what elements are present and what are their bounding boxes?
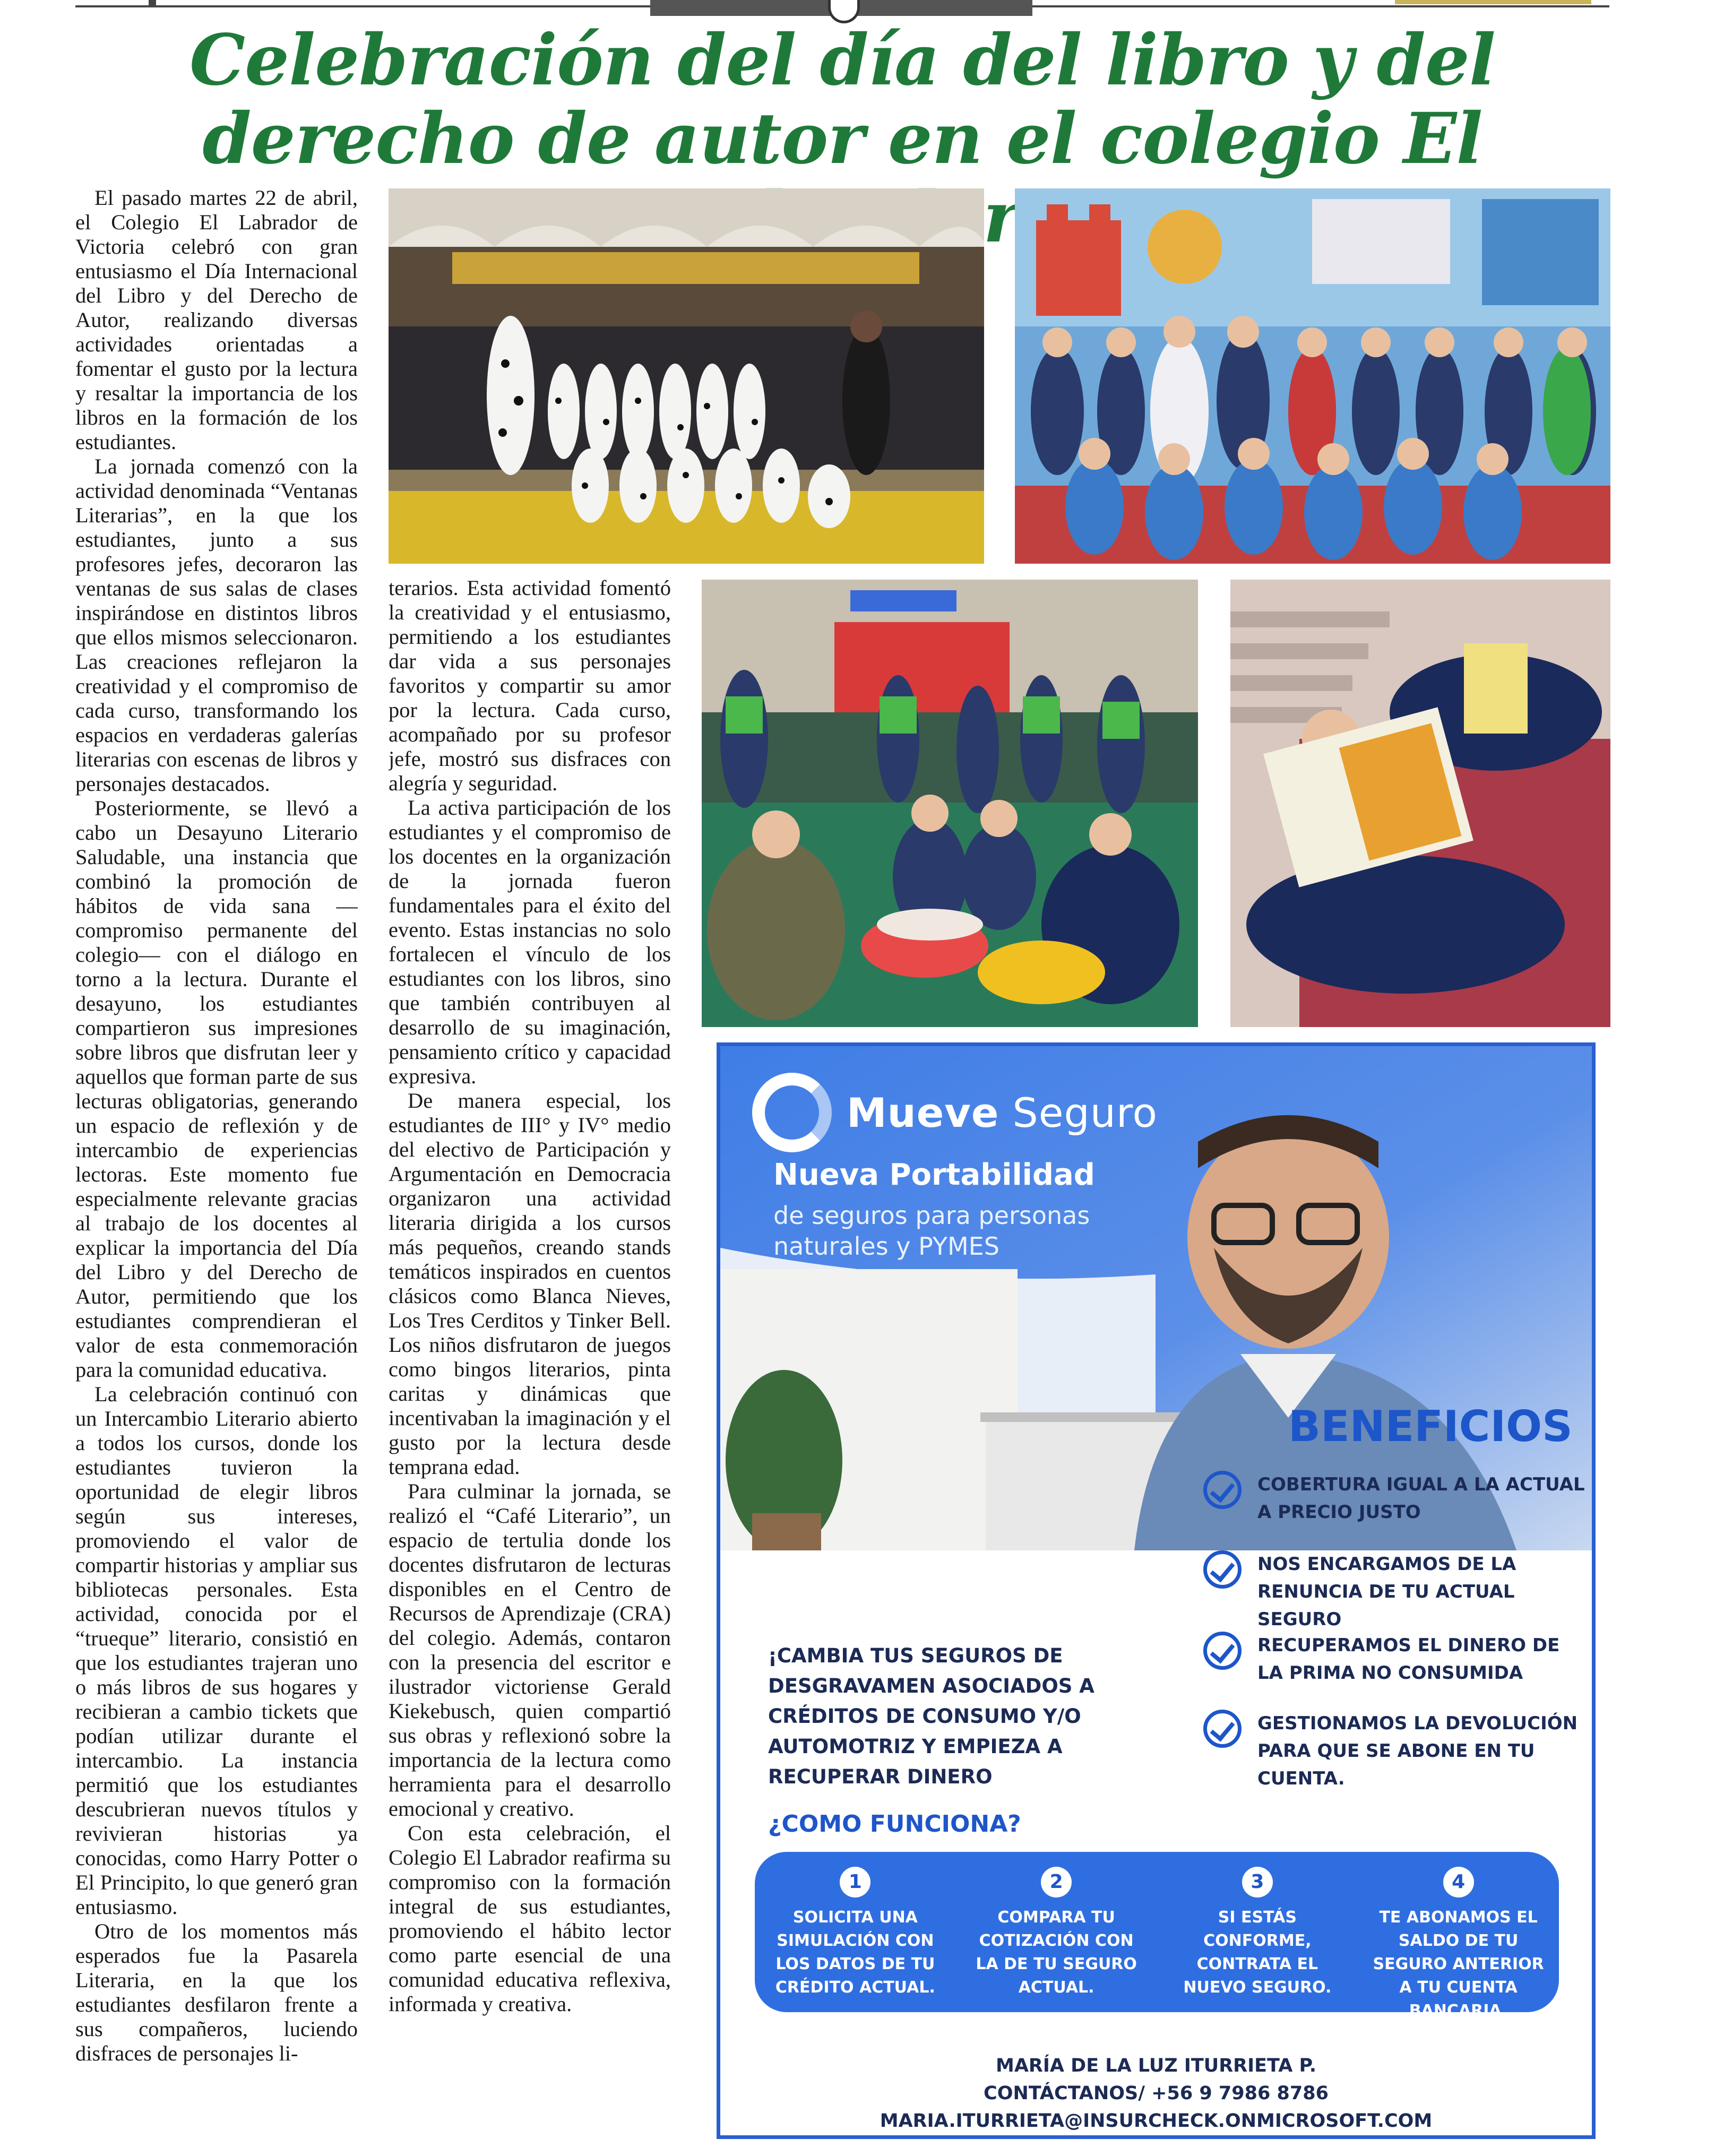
benefit-item (1203, 1471, 1585, 1526)
headline-line-1: Celebración del día del libro y del (189, 19, 1495, 101)
step-item (1368, 1867, 1549, 2023)
photo-costumed-group (1015, 188, 1610, 564)
contact-phone: CONTÁCTANOS/ +56 9 7986 8786 (984, 2083, 1329, 2104)
step-text: SI ESTÁS CONFORME, CONTRATA EL NUEVO SEGURO. (1183, 1908, 1332, 1997)
contact-name: MARÍA DE LA LUZ ITURRIETA P. (995, 2055, 1317, 2076)
headline-line-2: derecho de autor en el colegio El (202, 98, 1482, 180)
ad-contact (720, 2052, 1592, 2135)
ad-brand (847, 1089, 1158, 1136)
paragraph: La jornada comenzó con la actividad denominada “Ventanas Literarias”, en la que los estudiantes, junto a sus profesores jefes, decoraron las ventanas de sus salas de clases inspirándose en distintos libros que ellos mismos seleccionaron. Las creaciones reflejaron la creatividad y el compromiso de cada curso, transformando los espacios en verdaderas galerías literarias con escenas de libros y personajes destacados. (75, 454, 358, 796)
brand-bold: Mueve (847, 1089, 999, 1136)
brand-light: Seguro (999, 1089, 1158, 1136)
benefits-title: BENEFICIOS (1288, 1402, 1573, 1451)
step-item (765, 1867, 945, 1999)
step-item (1167, 1867, 1348, 1999)
step-number: 2 (1041, 1867, 1072, 1898)
step-number: 4 (1443, 1867, 1474, 1898)
steps-panel (755, 1852, 1559, 2020)
check-circle-icon (1203, 1710, 1242, 1748)
benefit-item (1203, 1632, 1585, 1687)
ad-subtitle: Nueva Portabilidad (773, 1158, 1095, 1192)
como-funciona-heading: ¿COMO FUNCIONA? (768, 1810, 1021, 1838)
photo-students-games (702, 580, 1198, 1027)
brand-ring-icon (752, 1073, 832, 1152)
top-left-mark (149, 0, 156, 6)
step-item (966, 1867, 1147, 1999)
contact-email[interactable]: MARIA.ITURRIETA@INSURCHECK.ONMICROSOFT.COM (880, 2110, 1433, 2132)
advertisement-mueve-seguro (717, 1042, 1596, 2139)
benefit-item (1203, 1710, 1585, 1792)
step-number: 1 (840, 1867, 870, 1898)
step-text: COMPARA TU COTIZACIÓN CON LA DE TU SEGURO ACTUAL. (976, 1908, 1137, 1997)
check-circle-icon (1203, 1632, 1242, 1670)
step-number: 3 (1242, 1867, 1273, 1898)
paragraph: La activa participación de los estudiantes y el compromiso de los docentes en la organización de la jornada fueron fundamentales para el éxito del evento. Estas instancias no solo fortalecen el vínculo de los estudiantes con los libros, sino que también contribuyen al desarrollo de su imaginación, pensamiento crítico y capacidad expresiva. (389, 796, 671, 1088)
photo-child-reading (1230, 580, 1610, 1027)
benefit-text: NOS ENCARGAMOS DE LA RENUNCIA DE TU ACTUAL SEGURO (1257, 1554, 1516, 1630)
paragraph: Para culminar la jornada, se realizó el “Café Literario”, un espacio de tertulia donde los docentes disfrutaron de lecturas disponibles en el Centro de Recursos de Aprendizaje (CRA) del colegio. Además, contaron con la presencia del escritor e ilustrador victoriense Gerald Kiekebusch, quien compartió sus obras y reflexionó sobre la importancia de la lectura como herramienta para el desarrollo emocional y creativo. (389, 1479, 671, 1821)
paragraph: De manera especial, los estudiantes de III° y IV° medio del electivo de Participación y Argumentación en Democracia organizaron una actividad literaria dirigida a los cursos más pequeños, creando stands temáticos inspirados en cuentos clásicos como Blanca Nieves, Los Tres Cerditos y Tinker Bell. Los niños disfrutaron de juegos como bingos literarios, pinta caritas y dinámicas que incentivaban la imaginación y el gusto por la lectura desde temprana edad. (389, 1089, 671, 1479)
paragraph: Posteriormente, se llevó a cabo un Desayuno Literario Saludable, una instancia que combinó la promoción de hábitos de vida sana —compromiso permanente del colegio— con el diálogo en torno a la lectura. Durante el desayuno, los estudiantes compartieron sus impresiones sobre libros que disfrutan leer y aquellos que forman parte de sus lecturas obligatorias, generando un espacio de reflexión y de intercambio de experiencias lectoras. Este momento fue especialmente relevante gracias al trabajo de los docentes al explicar la importancia del Día del Libro y del Derecho de Autor, permitiendo que los estudiantes comprendieran el valor de esta conmemoración para la comunidad educativa. (75, 796, 358, 1382)
benefit-item (1203, 1550, 1585, 1633)
ad-cambia-text: ¡CAMBIA TUS SEGUROS DE DESGRAVAMEN ASOCIADOS A CRÉDITOS DE CONSUMO Y/O AUTOMOTRIZ Y EMPIEZA A RECUPERAR DINERO (768, 1644, 1094, 1788)
paragraph: Otro de los momentos más esperados fue la Pasarela Literaria, en la que los estudiantes desfilaron frente a sus compañeros, luciendo disfraces de personajes li- (75, 1919, 358, 2065)
paragraph: El pasado martes 22 de abril, el Colegio El Labrador de Victoria celebró con gran entusiasmo el Día Internacional del Libro y del Derecho de Autor, realizando diversas actividades orientadas a fomentar el gusto por la lectura y resaltar la importancia de los libros en la formación de los estudiantes. (75, 186, 358, 454)
article-column-1 (75, 186, 358, 2139)
benefit-text: RECUPERAMOS EL DINERO DE LA PRIMA NO CONSUMIDA (1257, 1635, 1560, 1684)
paragraph: Con esta celebración, el Colegio El Labrador reafirma su compromiso con la formación integral de sus estudiantes, promoviendo el hábito lector como parte esencial de una comunidad educativa reflexiva, informada y creativa. (389, 1821, 671, 2016)
step-text: TE ABONAMOS EL SALDO DE TU SEGURO ANTERIOR A TU CUENTA BANCARIA. (1373, 1908, 1544, 2020)
paragraph: La celebración continuó con un Intercambio Literario abierto a todos los cursos, donde los estudiantes tuvieron la oportunidad de elegir libros según sus intereses, promoviendo el valor de compartir historias y ampliar sus bibliotecas personales. Esta actividad, conocida por el “trueque” literario, consistió en que los estudiantes trajeran uno o más libros de sus hogares y recibieran a cambio tickets que podían utilizar durante el intercambio. La instancia permitió que los estudiantes descubrieran nuevos títulos y revivieran historias ya conocidas, como Harry Potter o El Principito, lo que generó gran entusiasmo. (75, 1382, 358, 1919)
header-right-accent (1395, 0, 1591, 4)
check-circle-icon (1203, 1550, 1242, 1589)
photo-dalmatian-costumes (389, 188, 984, 564)
step-text: SOLICITA UNA SIMULACIÓN CON LOS DATOS DE TU CRÉDITO ACTUAL. (775, 1908, 935, 1997)
ad-logo (752, 1073, 1158, 1152)
article-column-2 (389, 576, 671, 2142)
ad-description: de seguros para personas naturales y PYMES (773, 1201, 1090, 1261)
check-circle-icon (1203, 1471, 1242, 1509)
benefit-text: COBERTURA IGUAL A LA ACTUAL A PRECIO JUSTO (1257, 1474, 1585, 1523)
benefit-text: GESTIONAMOS LA DEVOLUCIÓN PARA QUE SE ABONE EN TU CUENTA. (1257, 1713, 1578, 1789)
paragraph: terarios. Esta actividad fomentó la creatividad y el entusiasmo, permitiendo a los estudiantes dar vida a sus personajes favoritos y compartir su amor por la lectura. Cada curso, acompañado por su profesor jefe, mostró sus disfraces con alegría y seguridad. (389, 576, 671, 795)
